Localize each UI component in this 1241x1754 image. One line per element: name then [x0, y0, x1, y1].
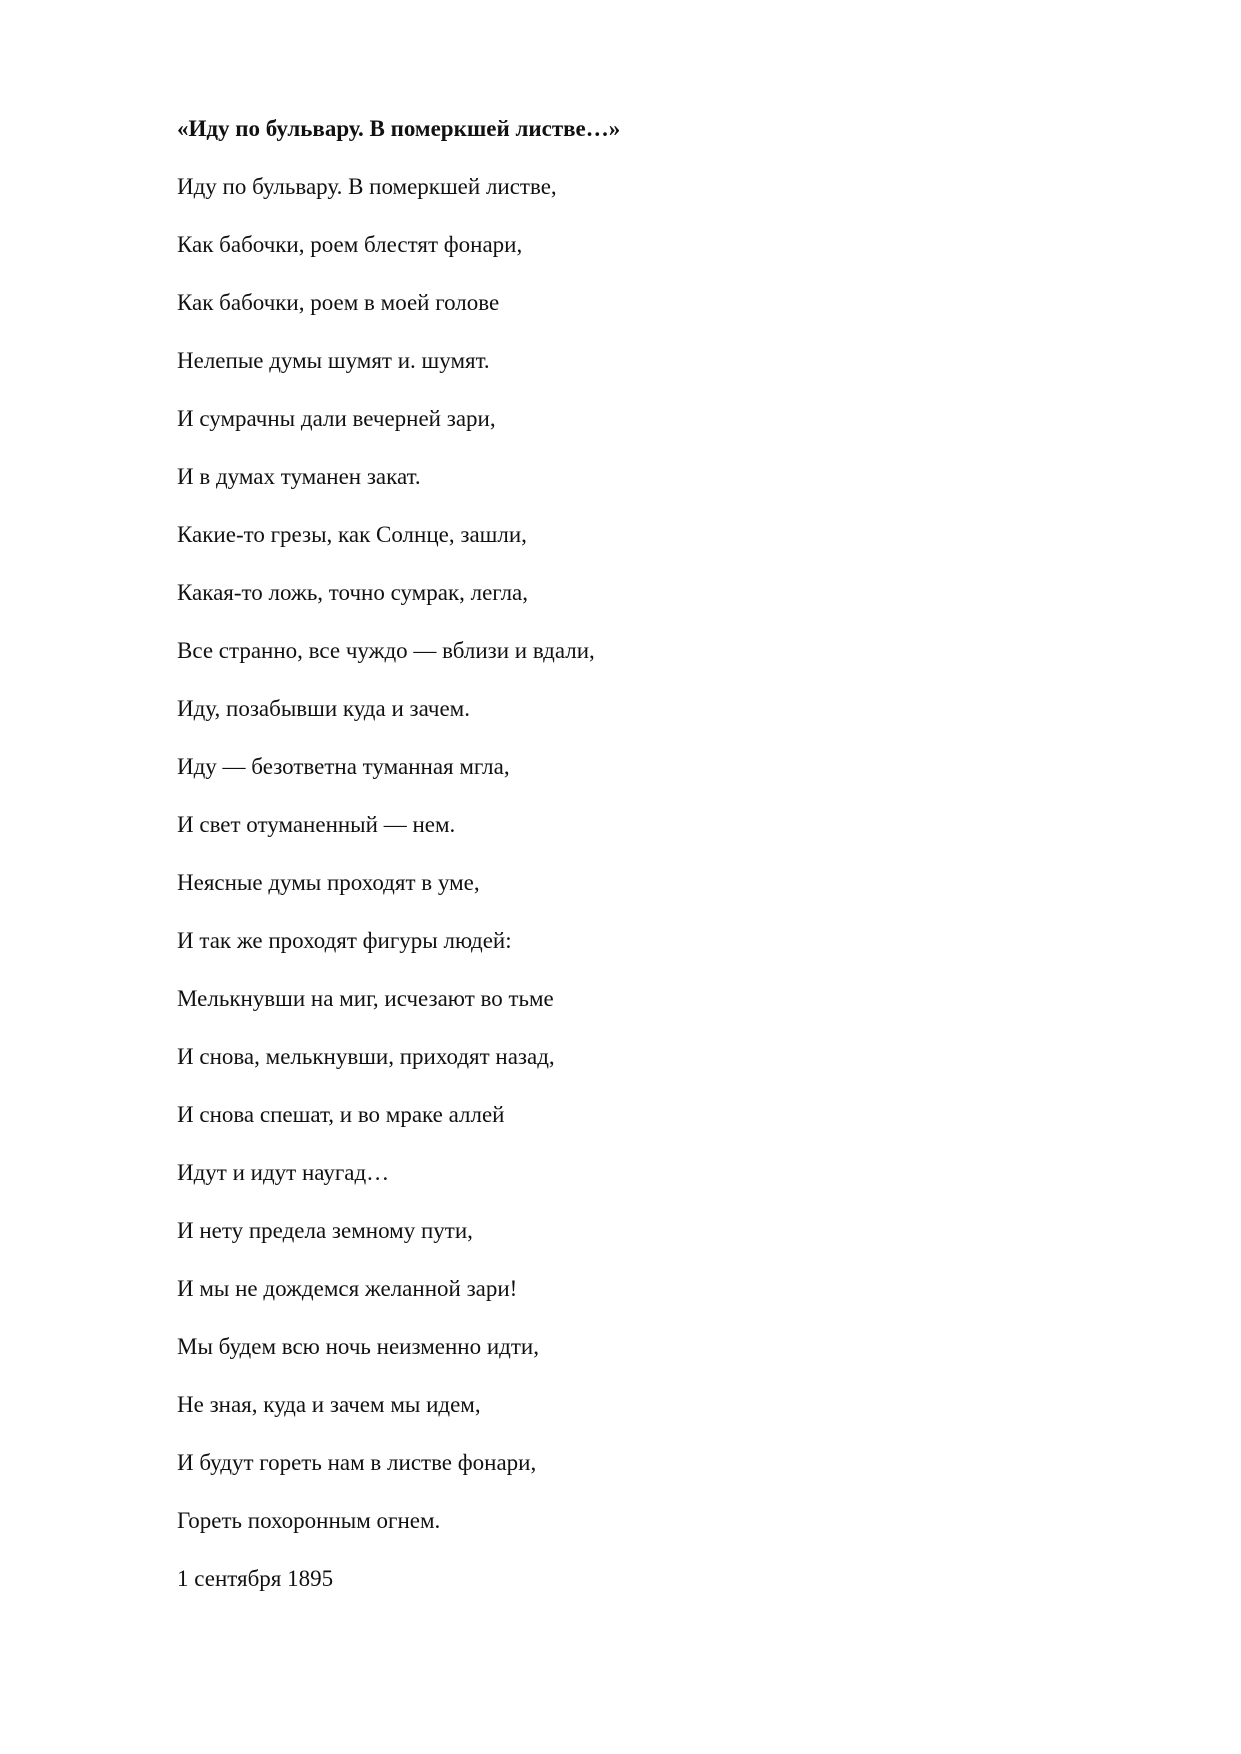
- poem-line: Мы будем всю ночь неизменно идти,: [177, 1334, 539, 1359]
- poem-line: И мы не дождемся желанной зари!: [177, 1276, 518, 1301]
- poem-line: Иду по бульвару. В померкшей листве,: [177, 174, 557, 199]
- poem-line: Идут и идут наугад…: [177, 1160, 390, 1185]
- poem: [177, 116, 1177, 1592]
- poem-line: Какие-то грезы, как Солнце, зашли,: [177, 522, 527, 547]
- poem-line: И сумрачны дали вечерней зари,: [177, 406, 496, 431]
- poem-line: Гореть похоронным огнем.: [177, 1508, 441, 1533]
- poem-line: Неясные думы проходят в уме,: [177, 870, 480, 895]
- poem-line: Нелепые думы шумят и. шумят.: [177, 348, 490, 373]
- poem-line: И так же проходят фигуры людей:: [177, 928, 512, 953]
- poem-line: И снова, мелькнувши, приходят назад,: [177, 1044, 555, 1069]
- poem-line: Мелькнувши на миг, исчезают во тьме: [177, 986, 554, 1011]
- poem-line: Все странно, все чуждо — вблизи и вдали,: [177, 638, 595, 663]
- poem-line: И в думах туманен закат.: [177, 464, 421, 489]
- poem-date: 1 сентября 1895: [177, 1566, 334, 1591]
- poem-title: «Иду по бульвару. В померкшей листве…»: [177, 116, 621, 141]
- poem-line: Не зная, куда и зачем мы идем,: [177, 1392, 481, 1417]
- poem-line: Иду, позабывши куда и зачем.: [177, 696, 470, 721]
- poem-line: Какая-то ложь, точно сумрак, легла,: [177, 580, 529, 605]
- poem-line: И снова спешат, и во мраке аллей: [177, 1102, 505, 1127]
- poem-line: И свет отуманенный — нем.: [177, 812, 456, 837]
- poem-line: Как бабочки, роем в моей голове: [177, 290, 500, 315]
- poem-line: Иду — безответна туманная мгла,: [177, 754, 510, 779]
- poem-line: И будут гореть нам в листве фонари,: [177, 1450, 537, 1475]
- poem-line: И нету предела земному пути,: [177, 1218, 473, 1243]
- poem-line: Как бабочки, роем блестят фонари,: [177, 232, 523, 257]
